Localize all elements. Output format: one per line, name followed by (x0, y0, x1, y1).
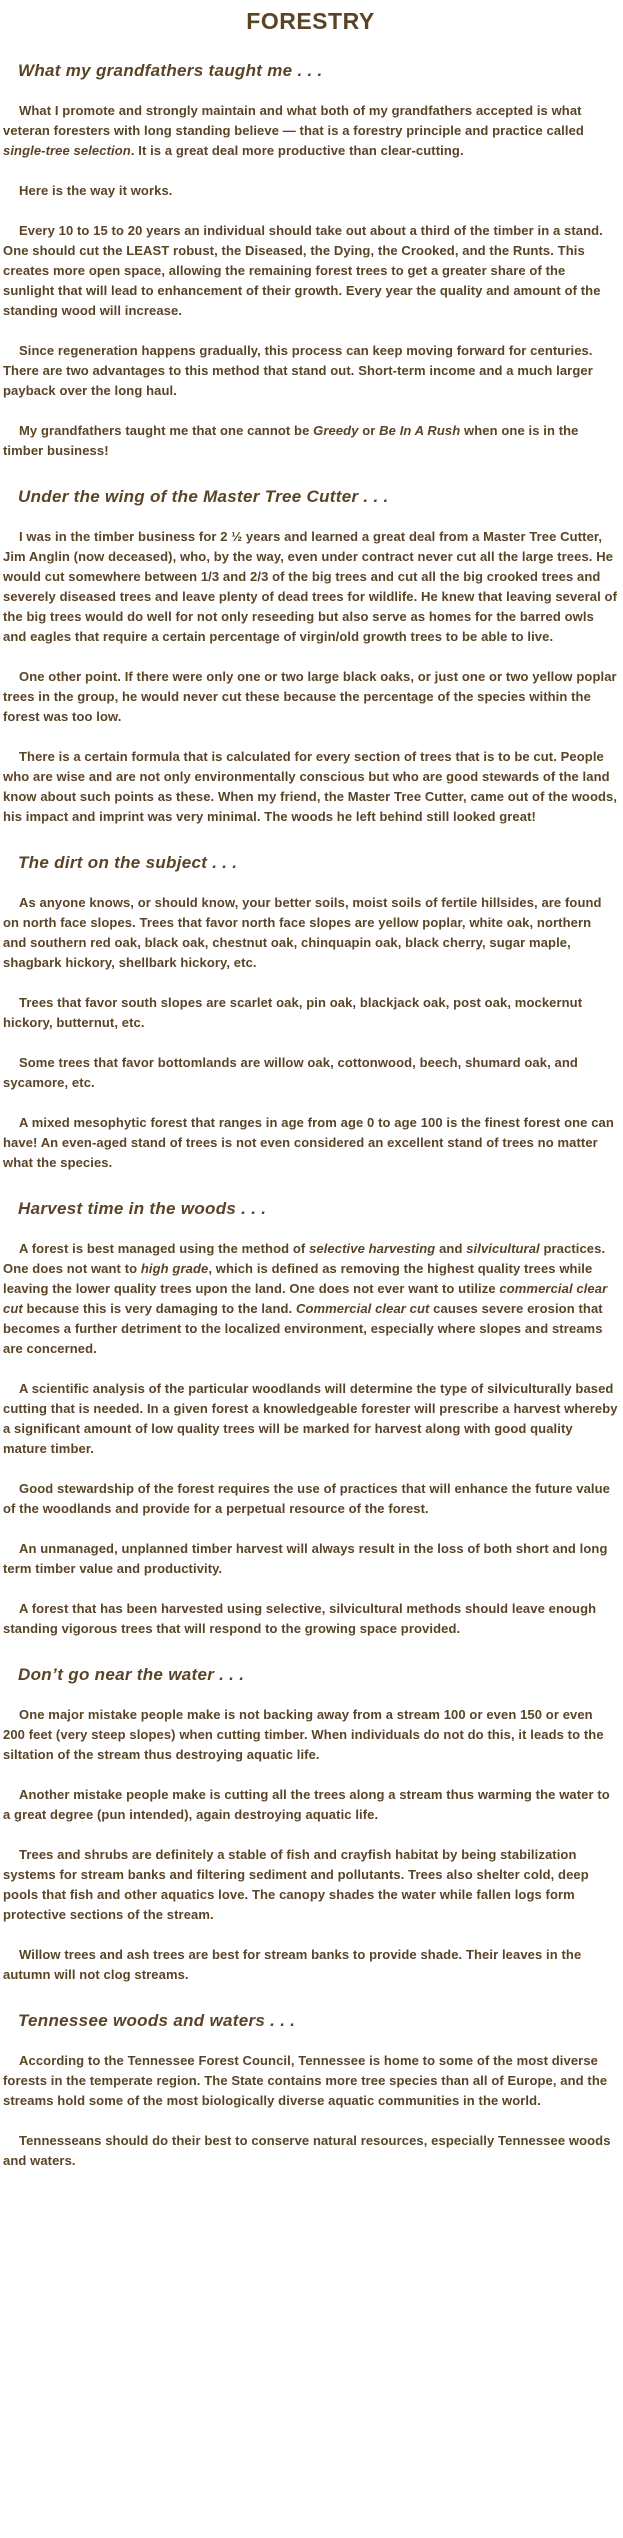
paragraph (3, 2051, 618, 2111)
text-segment: A forest is best managed using the method of (19, 1241, 310, 1256)
paragraph (3, 221, 618, 321)
page-title: FORESTRY (246, 8, 375, 34)
text-segment: Tennesseans should do their best to conserve natural resources, especially Tennessee woods and waters. (3, 2133, 611, 2168)
document-body (3, 61, 618, 2171)
text-segment: practices. One does not want to (3, 1241, 606, 1276)
text-segment: Trees and shrubs are definitely a stable of fish and crayfish habitat by being stabilization systems for stream banks and filtering sediment and pollutants. Trees also shelter cold, deep pools that fish and other aquatics love. The canopy shades the water while fallen logs form protective sections of the stream. (3, 1847, 589, 1922)
text-segment: Willow trees and ash trees are best for stream banks to provide shade. Their leaves in the autumn will not clog streams. (3, 1947, 582, 1982)
text-segment: Every 10 to 15 to 20 years an individual should take out about a third of the timber in a stand. One should cut the LEAST robust, the Diseased, the Dying, the Crooked, and the Runts. This creates more open space, allowing the remaining forest trees to get a greater share of the sunlight that will lead to enhancement of their growth. Every year the quality and amount of the standing wood will increase. (3, 223, 603, 318)
paragraph (3, 893, 618, 973)
paragraph (3, 1599, 618, 1639)
text-segment: A forest that has been harvested using selective, silvicultural methods should leave enough standing vigorous trees that will respond to the growing space provided. (3, 1601, 597, 1636)
paragraph (3, 341, 618, 401)
paragraph (3, 667, 618, 727)
italic-text: selective harvesting (309, 1241, 436, 1256)
text-segment: because this is very damaging to the land. (22, 1301, 296, 1316)
italic-text: Be In A Rush (379, 423, 461, 438)
paragraph (3, 1479, 618, 1519)
section (3, 1665, 618, 1985)
text-segment: and (435, 1241, 467, 1256)
text-segment: Some trees that favor bottomlands are willow oak, cottonwood, beech, shumard oak, and sycamore, etc. (3, 1055, 578, 1090)
italic-text: silvicultural (466, 1241, 540, 1256)
paragraph (3, 1053, 618, 1093)
italic-text: high grade (140, 1261, 209, 1276)
text-segment: My grandfathers taught me that one cannot be (19, 423, 314, 438)
paragraph (3, 2131, 618, 2171)
text-segment: A scientific analysis of the particular woodlands will determine the type of silviculturally based cutting that is needed. In a given forest a knowledgeable forester will prescribe a harvest whereby a significant amount of low quality trees will be marked for harvest along with good quality mature timber. (3, 1381, 618, 1456)
section-heading: Under the wing of the Master Tree Cutter . . . (18, 487, 389, 506)
paragraph (3, 1113, 618, 1173)
paragraph (3, 1785, 618, 1825)
text-segment: when one is in the timber business! (3, 423, 579, 458)
text-segment: . It is a great deal more productive than clear-cutting. (130, 143, 464, 158)
text-segment: or (358, 423, 380, 438)
paragraph (3, 1239, 618, 1359)
text-segment: Here is the way it works. (19, 183, 173, 198)
text-segment: A mixed mesophytic forest that ranges in age from age 0 to age 100 is the finest forest one can have! An even-aged stand of trees is not even considered an excellent stand of trees no matter what the species. (3, 1115, 614, 1170)
paragraph (3, 1379, 618, 1459)
italic-text: Commercial clear cut (295, 1301, 430, 1316)
text-segment: According to the Tennessee Forest Council, Tennessee is home to some of the most diverse forests in the temperate region. The State contains more tree species than all of Europe, and the streams hold some of the most biologically diverse aquatic communities in the world. (3, 2053, 608, 2108)
paragraph (3, 747, 618, 827)
section (3, 2011, 618, 2171)
section-heading: Don’t go near the water . . . (18, 1665, 245, 1684)
text-segment: What I promote and strongly maintain and what both of my grandfathers accepted is what veteran foresters with long standing believe — that is a forestry principle and practice called (3, 103, 584, 138)
text-segment: , which is defined as removing the highest quality trees while leaving the lower quality trees upon the land. One does not ever want to utilize (3, 1261, 593, 1296)
text-segment: One other point. If there were only one or two large black oaks, or just one or two yellow poplar trees in the group, he would never cut these because the percentage of the species within the forest was too low. (3, 669, 617, 724)
paragraph (3, 1539, 618, 1579)
section-heading: The dirt on the subject . . . (18, 853, 238, 872)
section-heading: What my grandfathers taught me . . . (18, 61, 323, 80)
paragraph (3, 527, 618, 647)
section (3, 1199, 618, 1639)
text-segment: There is a certain formula that is calculated for every section of trees that is to be cut. People who are wise and are not only environmentally conscious but who are good stewards of the land know about such points as these. When my friend, the Master Tree Cutter, came out of the woods, his impact and imprint was very minimal. The woods he left behind still looked great! (3, 749, 618, 824)
text-segment: Another mistake people make is cutting all the trees along a stream thus warming the water to a great degree (pun intended), again destroying aquatic life. (3, 1787, 610, 1822)
text-segment: I was in the timber business for 2 ½ years and learned a great deal from a Master Tree Cutter, Jim Anglin (now deceased), who, by the way, even under contract never cut all the large trees. He would cut somewhere between 1/3 and 2/3 of the big trees and cut all the big crooked trees and severely diseased trees and leave plenty of dead trees for wildlife. He knew that leaving several of the big trees would do well for not only reseeding but also serve as homes for the barred owls and eagles that require a certain percentage of virgin/old growth trees to be able to live. (3, 529, 618, 644)
text-segment: As anyone knows, or should know, your better soils, moist soils of fertile hillsides, are found on north face slopes. Trees that favor north face slopes are yellow poplar, white oak, northern and southern red oak, black oak, chestnut oak, chinquapin oak, black cherry, sugar maple, shagbark hickory, shellbark hickory, etc. (3, 895, 602, 970)
text-segment: An unmanaged, unplanned timber harvest will always result in the loss of both short and long term timber value and productivity. (3, 1541, 608, 1576)
section-heading: Harvest time in the woods . . . (18, 1199, 267, 1218)
paragraph (3, 181, 618, 201)
paragraph (3, 1845, 618, 1925)
italic-text: single-tree selection (3, 143, 131, 158)
italic-text: Greedy (313, 423, 359, 438)
text-segment: Since regeneration happens gradually, this process can keep moving forward for centuries. There are two advantages to this method that stand out. Short-term income and a much larger payback over the long haul. (3, 343, 593, 398)
paragraph (3, 1945, 618, 1985)
italic-text: commercial clear cut (3, 1281, 608, 1316)
text-segment: Good stewardship of the forest requires the use of practices that will enhance the future value of the woodlands and provide for a perpetual resource of the forest. (3, 1481, 611, 1516)
text-segment: One major mistake people make is not backing away from a stream 100 or even 150 or even 200 feet (very steep slopes) when cutting timber. When individuals do not do this, it leads to the siltation of the stream thus destroying aquatic life. (3, 1707, 604, 1762)
text-segment: causes severe erosion that becomes a further detriment to the localized environment, especially where slopes and streams are concerned. (3, 1301, 603, 1356)
paragraph (3, 993, 618, 1033)
section (3, 853, 618, 1173)
section-heading: Tennessee woods and waters . . . (18, 2011, 296, 2030)
section (3, 61, 618, 461)
paragraph (3, 1705, 618, 1765)
paragraph (3, 101, 618, 161)
text-segment: Trees that favor south slopes are scarlet oak, pin oak, blackjack oak, post oak, mockernut hickory, butternut, etc. (3, 995, 583, 1030)
section (3, 487, 618, 827)
paragraph (3, 421, 618, 461)
